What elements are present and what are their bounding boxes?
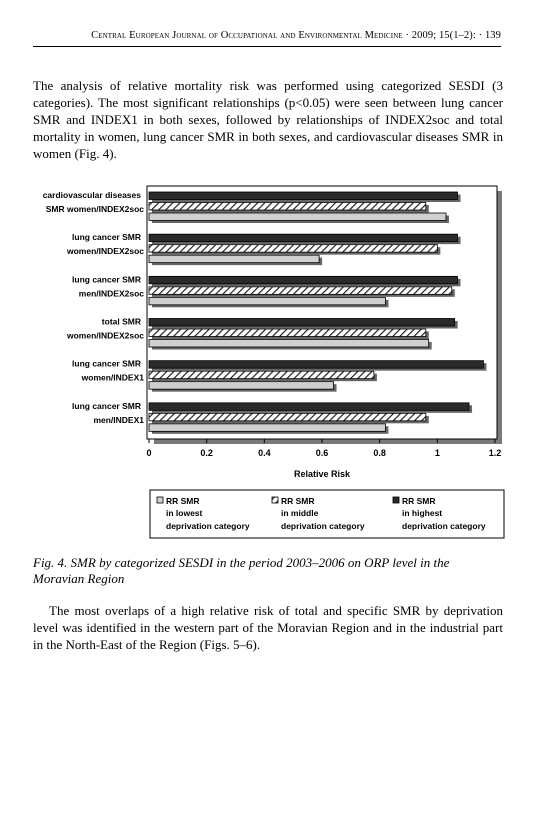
bar (149, 319, 455, 327)
x-tick-label: 0 (146, 448, 152, 458)
legend-label: RR SMR (166, 496, 200, 506)
bar (149, 297, 385, 305)
bar (149, 340, 429, 348)
legend-label: in highest (402, 508, 443, 518)
category-label: SMR women/INDEX2soc (45, 204, 144, 214)
bar (149, 424, 385, 432)
bar (149, 382, 334, 390)
category-label: cardiovascular diseases (42, 190, 141, 200)
paragraph: The analysis of relative mortality risk was performed using categorized SESDI (3 categories). The most significant relationships (p<0.05) were seen between lung cancer SMR and INDEX1 in both sexes, followed by relationships of INDEX2soc and total mortality in women, lung cancer SMR in both sexes, and cardiovascular diseases SMR in women (Fig. 4). (33, 78, 503, 161)
category-label: women/INDEX2soc (67, 330, 144, 341)
x-tick-label: 1 (434, 448, 440, 458)
bar (149, 287, 452, 295)
legend-label: in middle (281, 508, 319, 518)
bar (149, 255, 319, 263)
bar (149, 234, 458, 242)
x-tick-label: 1.2 (488, 448, 502, 458)
running-title: Central European Journal of Occupational and Environmental Medicine · 2009; 15(1–2): · 139 (91, 30, 501, 41)
x-axis-title: Relative Risk (293, 469, 351, 479)
bar (149, 213, 446, 221)
bar (149, 371, 374, 379)
bar (149, 403, 469, 411)
bar (149, 329, 426, 337)
x-tick-label: 0.4 (258, 448, 271, 458)
legend-swatch (272, 497, 278, 503)
bar (149, 276, 458, 284)
paragraph: The most overlaps of a high relative risk of total and specific SMR by deprivation level was identified in the western part of the Moravian Region and in the industrial part in the North-East of the Region (Figs. 5–6). (33, 603, 503, 652)
legend-swatch (393, 497, 399, 503)
legend-swatch (157, 497, 163, 503)
category-label: women/INDEX1 (81, 372, 144, 383)
category-label: men/INDEX1 (93, 414, 144, 425)
category-label: men/INDEX2soc (78, 288, 144, 299)
bar (149, 245, 437, 253)
category-label: total SMR (101, 316, 141, 327)
category-label: lung cancer SMR (72, 400, 141, 411)
bar (149, 361, 483, 369)
legend-label: in lowest (166, 508, 203, 518)
bar (149, 413, 426, 421)
category-label: lung cancer SMR (72, 358, 141, 369)
legend-label: deprivation category (166, 521, 250, 531)
category-label: lung cancer SMR (72, 232, 141, 243)
x-tick-label: 0.6 (315, 448, 329, 458)
x-tick-label: 0.8 (373, 448, 386, 458)
bar (149, 203, 426, 211)
x-tick-label: 0.2 (200, 448, 213, 458)
figure-caption: Fig. 4. SMR by categorized SESDI in the period 2003–2006 on ORP level in the Moravian Region (33, 555, 450, 586)
legend-label: RR SMR (281, 496, 315, 506)
category-label: women/INDEX2soc (67, 246, 144, 257)
plot-area (147, 186, 497, 439)
legend-label: deprivation category (402, 521, 486, 531)
category-label: lung cancer SMR (72, 274, 141, 285)
legend-label: deprivation category (281, 521, 365, 531)
bar (149, 192, 458, 200)
legend-label: RR SMR (402, 496, 436, 506)
